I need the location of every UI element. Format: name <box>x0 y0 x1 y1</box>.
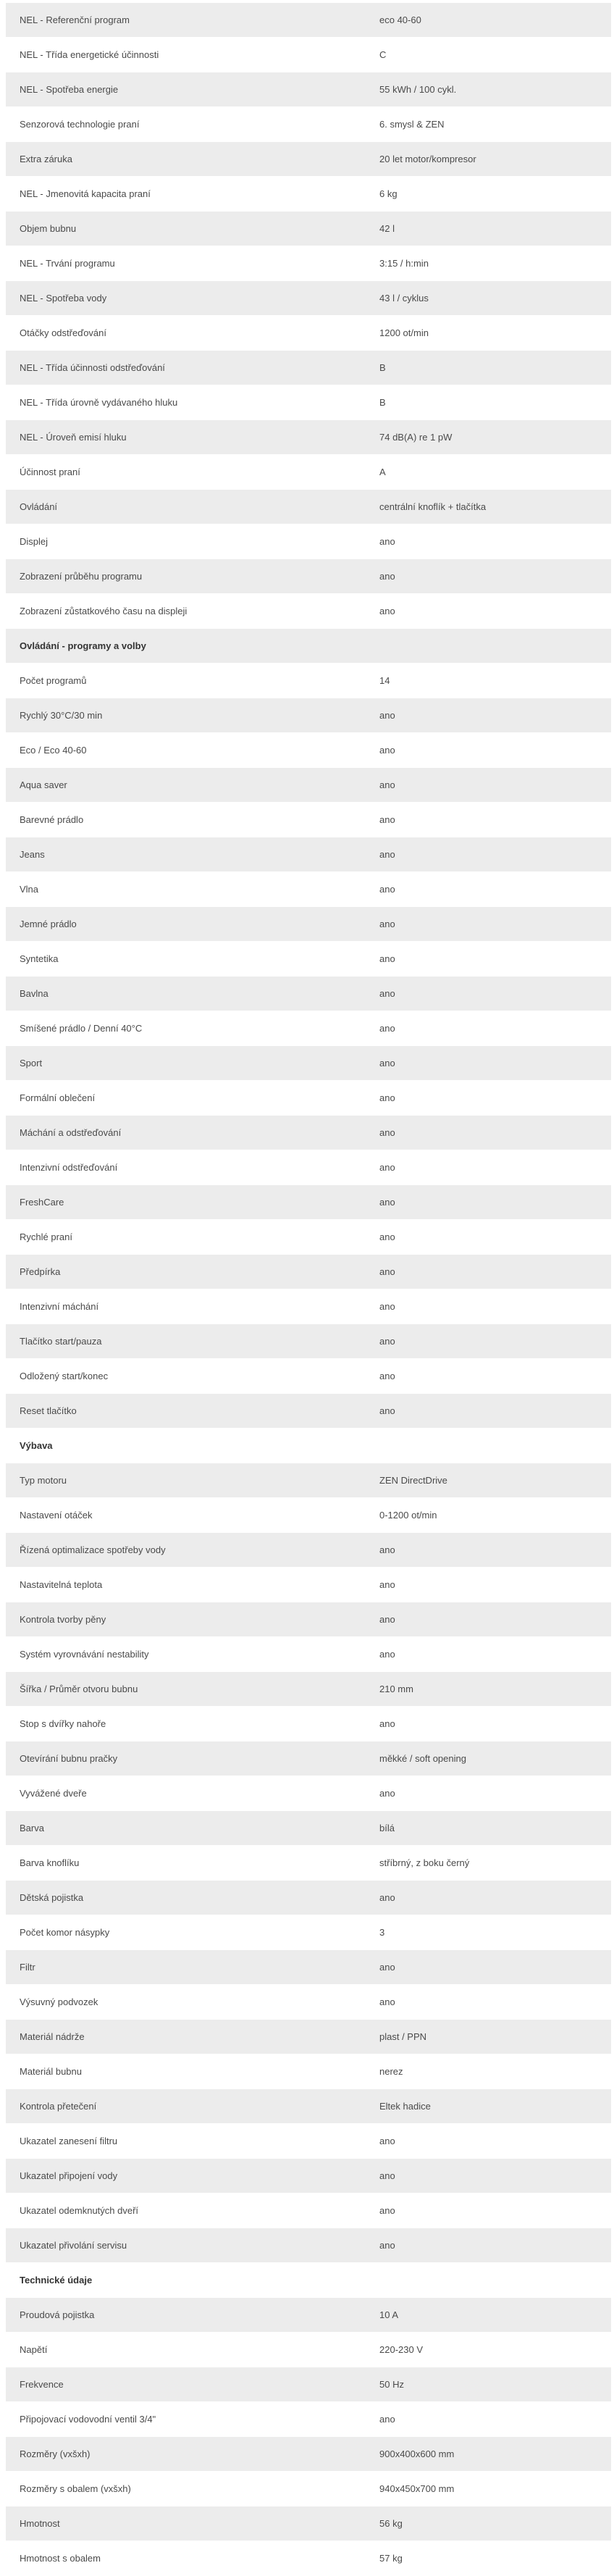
spec-name-cell: Smíšené prádlo / Denní 40°C <box>6 1011 366 1046</box>
spec-value-cell <box>366 2263 611 2298</box>
spec-name-cell: Zobrazení průběhu programu <box>6 559 366 594</box>
spec-value-cell: 42 l <box>366 212 611 246</box>
spec-name-cell: Máchání a odstřeďování <box>6 1116 366 1150</box>
table-row <box>6 1915 611 1950</box>
spec-value-cell: 56 kg <box>366 2506 611 2541</box>
spec-value-cell: ano <box>366 559 611 594</box>
spec-name-cell: Eco / Eco 40-60 <box>6 733 366 768</box>
spec-value-cell: ano <box>366 1081 611 1116</box>
spec-name-cell: Systém vyrovnávání nestability <box>6 1637 366 1672</box>
table-row <box>6 385 611 420</box>
spec-name-cell: Vyvážené dveře <box>6 1776 366 1811</box>
table-row <box>6 2506 611 2541</box>
spec-name-cell: Syntetika <box>6 942 366 977</box>
spec-value-cell: 50 Hz <box>366 2367 611 2402</box>
spec-name-cell: Zobrazení zůstatkového času na displeji <box>6 594 366 629</box>
table-row <box>6 3 611 38</box>
table-row <box>6 977 611 1011</box>
table-row <box>6 1602 611 1637</box>
table-row <box>6 1220 611 1255</box>
table-row <box>6 1289 611 1324</box>
table-row <box>6 1081 611 1116</box>
spec-name-cell: Výsuvný podvozek <box>6 1985 366 2020</box>
spec-value-cell: ano <box>366 698 611 733</box>
spec-value-cell: ano <box>366 1220 611 1255</box>
table-row <box>6 1985 611 2020</box>
table-row <box>6 1150 611 1185</box>
table-row <box>6 2402 611 2437</box>
spec-name-cell: Ukazatel připojení vody <box>6 2159 366 2194</box>
table-row <box>6 142 611 177</box>
table-row <box>6 872 611 907</box>
spec-name-cell: Intenzivní máchání <box>6 1289 366 1324</box>
spec-value-cell: nerez <box>366 2054 611 2089</box>
spec-value-cell: ano <box>366 2402 611 2437</box>
table-row <box>6 1324 611 1359</box>
table-row <box>6 1011 611 1046</box>
table-row <box>6 1185 611 1220</box>
spec-value-cell: ano <box>366 1359 611 1394</box>
spec-value-cell <box>366 1429 611 1463</box>
table-row <box>6 1359 611 1394</box>
specification-table-body <box>6 3 611 2576</box>
table-row <box>6 594 611 629</box>
spec-name-cell: Barevné prádlo <box>6 803 366 837</box>
spec-value-cell: B <box>366 351 611 385</box>
spec-value-cell: ano <box>366 837 611 872</box>
spec-name-cell: NEL - Třída energetické účinnosti <box>6 38 366 72</box>
spec-value-cell: 57 kg <box>366 2541 611 2576</box>
spec-value-cell: 900x400x600 mm <box>366 2437 611 2472</box>
spec-value-cell: ano <box>366 1985 611 2020</box>
spec-name-cell: Účinnost praní <box>6 455 366 490</box>
table-row <box>6 733 611 768</box>
spec-value-cell: B <box>366 385 611 420</box>
spec-name-cell: NEL - Referenční program <box>6 3 366 38</box>
spec-name-cell: Ukazatel odemknutých dveří <box>6 2194 366 2228</box>
table-row <box>6 2124 611 2159</box>
spec-value-cell: Eltek hadice <box>366 2089 611 2124</box>
spec-name-cell: Proudová pojistka <box>6 2298 366 2333</box>
table-row <box>6 107 611 142</box>
table-row <box>6 455 611 490</box>
table-row <box>6 1637 611 1672</box>
spec-value-cell: ano <box>366 1116 611 1150</box>
section-header-row <box>6 1429 611 1463</box>
spec-name-cell: Barva <box>6 1811 366 1846</box>
section-title: Výbava <box>6 1429 366 1463</box>
spec-name-cell: Formální oblečení <box>6 1081 366 1116</box>
spec-name-cell: Materiál nádrže <box>6 2020 366 2054</box>
spec-value-cell: 1200 ot/min <box>366 316 611 351</box>
spec-value-cell: ano <box>366 1255 611 1289</box>
spec-value-cell: ano <box>366 1394 611 1429</box>
spec-name-cell: Otevírání bubnu pračky <box>6 1741 366 1776</box>
spec-value-cell: ano <box>366 1011 611 1046</box>
spec-value-cell: ano <box>366 1568 611 1602</box>
table-row <box>6 559 611 594</box>
table-row <box>6 1741 611 1776</box>
spec-name-cell: Ukazatel zanesení filtru <box>6 2124 366 2159</box>
spec-name-cell: Displej <box>6 524 366 559</box>
spec-name-cell: NEL - Třída úrovně vydávaného hluku <box>6 385 366 420</box>
table-row <box>6 420 611 455</box>
spec-name-cell: Typ motoru <box>6 1463 366 1498</box>
spec-name-cell: Stop s dvířky nahoře <box>6 1707 366 1741</box>
table-row <box>6 177 611 212</box>
table-row <box>6 1046 611 1081</box>
spec-name-cell: Rozměry s obalem (vxšxh) <box>6 2472 366 2506</box>
spec-name-cell: Ukazatel přivolání servisu <box>6 2228 366 2263</box>
section-header-row <box>6 2263 611 2298</box>
table-row <box>6 1533 611 1568</box>
spec-name-cell: Senzorová technologie praní <box>6 107 366 142</box>
spec-value-cell: ZEN DirectDrive <box>366 1463 611 1498</box>
spec-value-cell: ano <box>366 977 611 1011</box>
spec-value-cell: ano <box>366 942 611 977</box>
spec-name-cell: Otáčky odstřeďování <box>6 316 366 351</box>
spec-name-cell: Vlna <box>6 872 366 907</box>
table-row <box>6 1568 611 1602</box>
spec-value-cell: ano <box>366 2124 611 2159</box>
table-row <box>6 803 611 837</box>
spec-name-cell: Počet programů <box>6 664 366 698</box>
table-row <box>6 907 611 942</box>
table-row <box>6 2228 611 2263</box>
spec-value-cell: plast / PPN <box>366 2020 611 2054</box>
spec-value-cell: bílá <box>366 1811 611 1846</box>
table-row <box>6 2089 611 2124</box>
spec-value-cell: stříbrný, z boku černý <box>366 1846 611 1881</box>
spec-name-cell: Ovládání <box>6 490 366 524</box>
spec-value-cell: 10 A <box>366 2298 611 2333</box>
spec-value-cell: ano <box>366 524 611 559</box>
table-row <box>6 1881 611 1915</box>
spec-value-cell: ano <box>366 1185 611 1220</box>
spec-name-cell: Sport <box>6 1046 366 1081</box>
spec-value-cell <box>366 629 611 664</box>
table-row <box>6 1498 611 1533</box>
spec-value-cell: ano <box>366 768 611 803</box>
spec-name-cell: Filtr <box>6 1950 366 1985</box>
table-row <box>6 351 611 385</box>
table-row <box>6 1394 611 1429</box>
spec-name-cell: Dětská pojistka <box>6 1881 366 1915</box>
spec-value-cell: 220-230 V <box>366 2333 611 2367</box>
spec-value-cell: ano <box>366 1602 611 1637</box>
section-title: Ovládání - programy a volby <box>6 629 366 664</box>
spec-name-cell: Rozměry (vxšxh) <box>6 2437 366 2472</box>
spec-value-cell: ano <box>366 1046 611 1081</box>
spec-name-cell: Rychlý 30°C/30 min <box>6 698 366 733</box>
spec-value-cell: ano <box>366 1776 611 1811</box>
spec-name-cell: NEL - Třída účinnosti odstřeďování <box>6 351 366 385</box>
spec-value-cell: 43 l / cyklus <box>366 281 611 316</box>
spec-value-cell: 0-1200 ot/min <box>366 1498 611 1533</box>
table-row <box>6 2472 611 2506</box>
spec-name-cell: Hmotnost s obalem <box>6 2541 366 2576</box>
table-row <box>6 38 611 72</box>
table-row <box>6 316 611 351</box>
spec-name-cell: Bavlna <box>6 977 366 1011</box>
spec-name-cell: Aqua saver <box>6 768 366 803</box>
spec-value-cell: C <box>366 38 611 72</box>
table-row <box>6 2367 611 2402</box>
spec-name-cell: Kontrola tvorby pěny <box>6 1602 366 1637</box>
spec-value-cell: měkké / soft opening <box>366 1741 611 1776</box>
spec-name-cell: Frekvence <box>6 2367 366 2402</box>
spec-value-cell: 6. smysl & ZEN <box>366 107 611 142</box>
spec-name-cell: Odložený start/konec <box>6 1359 366 1394</box>
spec-value-cell: centrální knoflík + tlačítka <box>366 490 611 524</box>
table-row <box>6 2020 611 2054</box>
spec-name-cell: Intenzivní odstřeďování <box>6 1150 366 1185</box>
spec-value-cell: ano <box>366 907 611 942</box>
spec-value-cell: 940x450x700 mm <box>366 2472 611 2506</box>
spec-value-cell: ano <box>366 733 611 768</box>
spec-value-cell: A <box>366 455 611 490</box>
spec-value-cell: ano <box>366 1289 611 1324</box>
table-row <box>6 1707 611 1741</box>
spec-value-cell: ano <box>366 2194 611 2228</box>
spec-value-cell: ano <box>366 2228 611 2263</box>
spec-value-cell: ano <box>366 1150 611 1185</box>
table-row <box>6 1463 611 1498</box>
specification-table <box>6 3 611 2576</box>
spec-value-cell: ano <box>366 803 611 837</box>
table-row <box>6 1776 611 1811</box>
spec-name-cell: NEL - Úroveň emisí hluku <box>6 420 366 455</box>
spec-name-cell: Počet komor násypky <box>6 1915 366 1950</box>
spec-name-cell: Kontrola přetečení <box>6 2089 366 2124</box>
table-row <box>6 281 611 316</box>
spec-value-cell: 6 kg <box>366 177 611 212</box>
table-row <box>6 1846 611 1881</box>
spec-value-cell: 55 kWh / 100 cykl. <box>366 72 611 107</box>
spec-value-cell: 210 mm <box>366 1672 611 1707</box>
table-row <box>6 72 611 107</box>
spec-value-cell: ano <box>366 2159 611 2194</box>
spec-name-cell: Šířka / Průměr otvoru bubnu <box>6 1672 366 1707</box>
spec-value-cell: ano <box>366 1533 611 1568</box>
spec-name-cell: NEL - Spotřeba energie <box>6 72 366 107</box>
spec-value-cell: 3:15 / h:min <box>366 246 611 281</box>
spec-name-cell: Rychlé praní <box>6 1220 366 1255</box>
section-header-row <box>6 629 611 664</box>
spec-name-cell: Nastavitelná teplota <box>6 1568 366 1602</box>
table-row <box>6 246 611 281</box>
table-row <box>6 212 611 246</box>
spec-name-cell: Připojovací vodovodní ventil 3/4" <box>6 2402 366 2437</box>
spec-name-cell: Reset tlačítko <box>6 1394 366 1429</box>
spec-name-cell: Nastavení otáček <box>6 1498 366 1533</box>
spec-name-cell: NEL - Spotřeba vody <box>6 281 366 316</box>
table-row <box>6 2159 611 2194</box>
spec-name-cell: Jeans <box>6 837 366 872</box>
spec-value-cell: ano <box>366 1637 611 1672</box>
table-row <box>6 1672 611 1707</box>
spec-name-cell: FreshCare <box>6 1185 366 1220</box>
table-row <box>6 2437 611 2472</box>
spec-value-cell: ano <box>366 594 611 629</box>
spec-name-cell: Hmotnost <box>6 2506 366 2541</box>
spec-value-cell: ano <box>366 1881 611 1915</box>
spec-name-cell: Řízená optimalizace spotřeby vody <box>6 1533 366 1568</box>
table-row <box>6 2054 611 2089</box>
spec-value-cell: 74 dB(A) re 1 pW <box>366 420 611 455</box>
spec-value-cell: ano <box>366 1950 611 1985</box>
table-row <box>6 1255 611 1289</box>
spec-name-cell: Extra záruka <box>6 142 366 177</box>
table-row <box>6 2541 611 2576</box>
table-row <box>6 2333 611 2367</box>
table-row <box>6 768 611 803</box>
spec-name-cell: Barva knoflíku <box>6 1846 366 1881</box>
section-title: Technické údaje <box>6 2263 366 2298</box>
spec-value-cell: 20 let motor/kompresor <box>366 142 611 177</box>
spec-value-cell: 14 <box>366 664 611 698</box>
table-row <box>6 698 611 733</box>
spec-value-cell: ano <box>366 1324 611 1359</box>
spec-value-cell: 3 <box>366 1915 611 1950</box>
spec-value-cell: ano <box>366 872 611 907</box>
spec-value-cell: eco 40-60 <box>366 3 611 38</box>
table-row <box>6 1116 611 1150</box>
spec-name-cell: Materiál bubnu <box>6 2054 366 2089</box>
table-row <box>6 1811 611 1846</box>
spec-name-cell: NEL - Trvání programu <box>6 246 366 281</box>
table-row <box>6 942 611 977</box>
table-row <box>6 2298 611 2333</box>
spec-name-cell: NEL - Jmenovitá kapacita praní <box>6 177 366 212</box>
spec-name-cell: Jemné prádlo <box>6 907 366 942</box>
spec-name-cell: Objem bubnu <box>6 212 366 246</box>
spec-value-cell: ano <box>366 1707 611 1741</box>
table-row <box>6 664 611 698</box>
table-row <box>6 2194 611 2228</box>
table-row <box>6 1950 611 1985</box>
spec-name-cell: Tlačítko start/pauza <box>6 1324 366 1359</box>
table-row <box>6 524 611 559</box>
spec-name-cell: Předpírka <box>6 1255 366 1289</box>
spec-name-cell: Napětí <box>6 2333 366 2367</box>
table-row <box>6 837 611 872</box>
table-row <box>6 490 611 524</box>
